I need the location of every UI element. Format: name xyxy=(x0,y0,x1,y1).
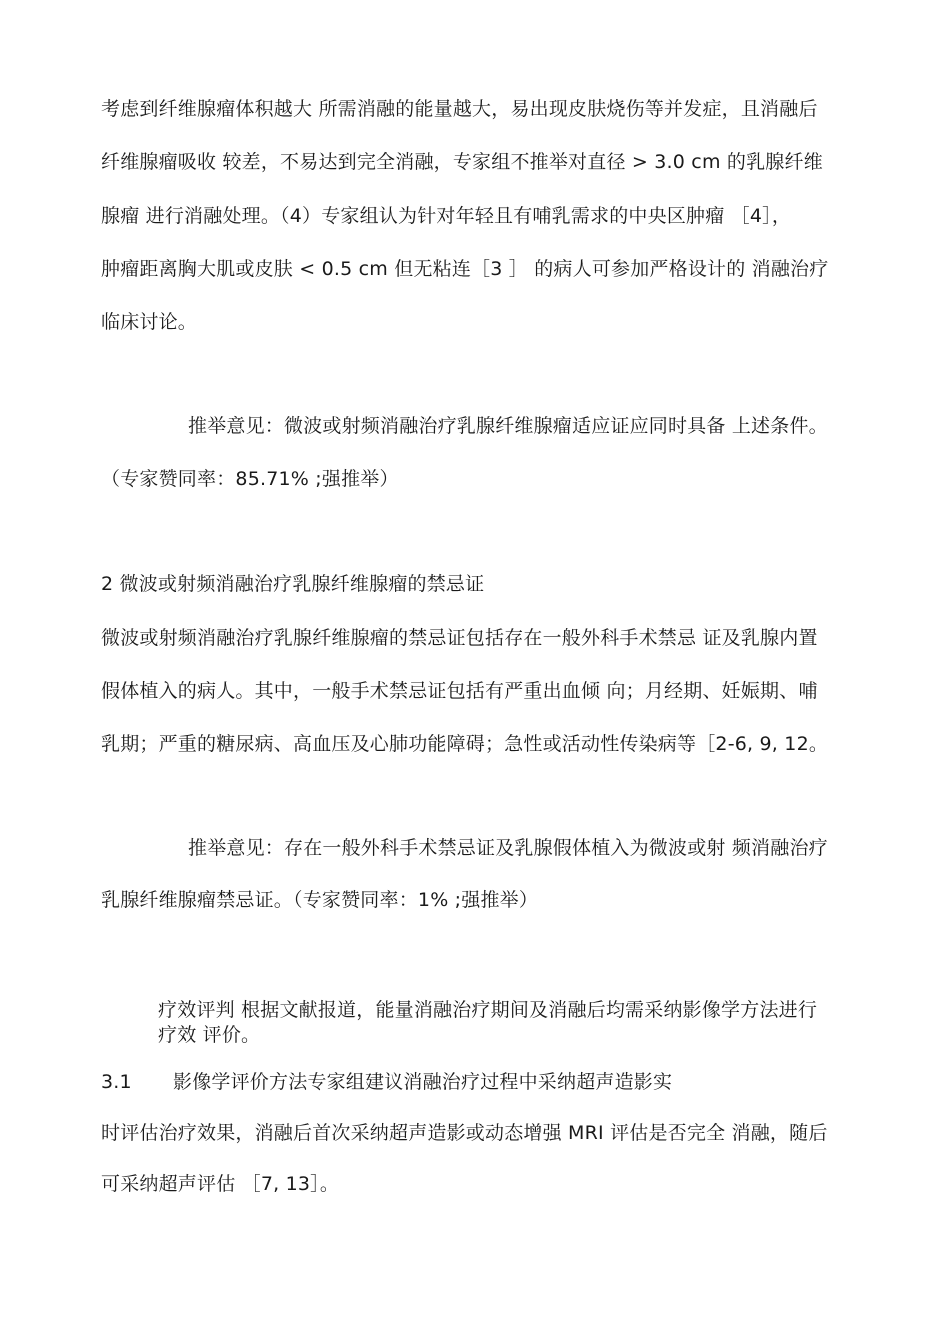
text-line: 假体植入的病人。其中，一般手术禁忌证包括有严重出血倾 向；月经期、妊娠期、哺 xyxy=(101,680,818,702)
text-line: 可采纳超声评估 ［7, 13］。 xyxy=(101,1173,340,1195)
text-line: 疗效 评价。 xyxy=(158,1024,261,1046)
section-number: 3.1 xyxy=(101,1071,132,1093)
section-heading-contraindications: 2 微波或射频消融治疗乳腺纤维腺瘤的禁忌证 xyxy=(101,573,485,595)
text-line: 推举意见：微波或射频消融治疗乳腺纤维腺瘤适应证应同时具备 上述条件。 xyxy=(188,415,828,437)
text-line: 微波或射频消融治疗乳腺纤维腺瘤的禁忌证包括存在一般外科手术禁忌 证及乳腺内置 xyxy=(101,627,818,649)
text-line: 乳腺纤维腺瘤禁忌证。（专家赞同率：1% ;强推举） xyxy=(101,889,539,911)
text-line: 肿瘤距离胸大肌或皮肤 < 0.5 cm 但无粘连［3 ］ 的病人可参加严格设计的 消融治疗 xyxy=(101,258,829,280)
section-heading-imaging xyxy=(101,1070,672,1094)
text-line: 临床讨论。 xyxy=(101,311,198,333)
section-title: 影像学评价方法专家组建议消融治疗过程中采纳超声造影实 xyxy=(173,1071,673,1093)
text-line: 乳期；严重的糖尿病、高血压及心肺功能障碍；急性或活动性传染病等［2-6, 9, 12。 xyxy=(101,733,829,755)
text-line: 纤维腺瘤吸收 较差，不易达到完全消融，专家组不推举对直径 > 3.0 cm 的乳腺纤维 xyxy=(101,151,823,173)
text-line: 腺瘤 进行消融处理。（4）专家组认为针对年轻且有哺乳需求的中央区肿瘤 ［4］， xyxy=(101,205,792,227)
text-line: （专家赞同率：85.71% ;强推举） xyxy=(101,468,399,490)
text-line: 疗效评判 根据文献报道，能量消融治疗期间及消融后均需采纳影像学方法进行 xyxy=(158,999,818,1021)
text-line: 推举意见：存在一般外科手术禁忌证及乳腺假体植入为微波或射 频消融治疗 xyxy=(188,837,828,859)
text-line: 考虑到纤维腺瘤体积越大 所需消融的能量越大，易出现皮肤烧伤等并发症，且消融后 xyxy=(101,98,818,120)
text-line: 时评估治疗效果，消融后首次采纳超声造影或动态增强 MRI 评估是否完全 消融，随后 xyxy=(101,1122,828,1144)
